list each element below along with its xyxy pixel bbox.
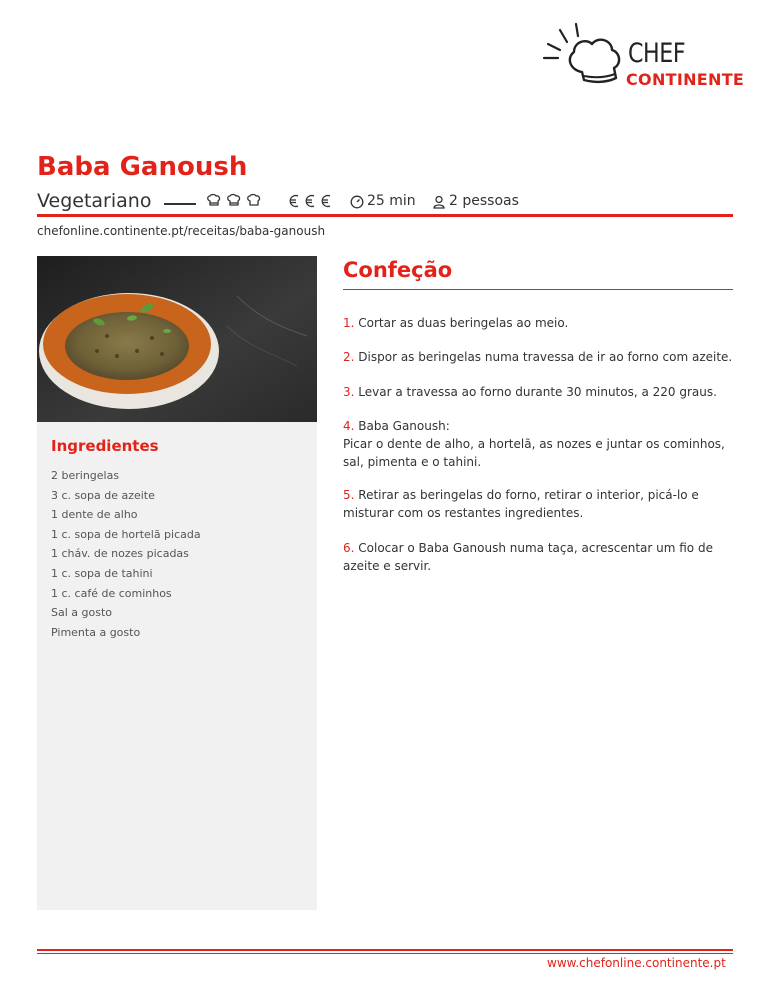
chef-hat-logo-icon [542,20,632,92]
recipe-title: Baba Ganoush [37,152,248,182]
ingredient-item: 1 c. sopa de hortelã picada [51,527,201,541]
step-number: 6. [343,541,355,555]
euro-icon [287,193,337,209]
recipe-meta [37,188,737,214]
preparation-divider [343,289,733,290]
ingredient-item: 1 cháv. de nozes picadas [51,547,189,561]
recipe-category: Vegetariano [37,190,152,212]
preparation-step [343,417,733,471]
logo-text-continente: CONTINENTE [626,70,745,89]
header-divider [37,214,733,217]
step-number: 4. [343,419,355,433]
recipe-url[interactable]: chefonline.continente.pt/receitas/baba-ganoush [37,224,326,238]
ingredient-item: Pimenta a gosto [51,625,141,639]
cost-rating [287,193,337,213]
step-text: Dispor as beringelas numa travessa de ir ao forno com azeite. [358,350,733,364]
ingredient-item: 2 beringelas [51,469,120,482]
step-text: Picar o dente de alho, a hortelã, as nozes e juntar os cominhos, sal, pimenta e o tahini. [343,437,725,469]
step-text: Retirar as beringelas do forno, retirar o interior, picá-lo e misturar com os restantes ingredientes. [343,488,699,520]
footer-url[interactable]: www.chefonline.continente.pt [547,956,726,970]
preparation-step [343,314,733,332]
difficulty-rating [207,193,269,213]
preparation-step [343,486,733,522]
step-heading: Baba Ganoush: [358,419,450,433]
step-number: 1. [343,316,355,330]
logo-text-chef: CHEF [628,38,686,69]
clock-icon [350,194,364,213]
step-text: Cortar as duas beringelas ao meio. [358,316,569,330]
preparation-step [343,348,733,366]
ingredient-item: 1 dente de alho [51,508,138,522]
recipe-photo [37,256,317,422]
footer-divider [37,949,733,951]
ingredients-title: Ingredientes [51,437,159,455]
chef-continente-logo [542,20,745,92]
ingredient-item: Sal a gosto [51,606,112,620]
preparation-title: Confeção [343,258,453,282]
ingredient-item: 1 c. sopa de tahini [51,566,153,580]
chef-hat-icon [207,193,269,209]
recipe-servings: 2 pessoas [449,193,519,209]
step-number: 5. [343,488,355,502]
footer-divider-thin [37,953,733,954]
ingredient-item: 1 c. café de cominhos [51,586,172,600]
ingredient-item: 3 c. sopa de azeite [51,488,155,502]
step-text: Colocar o Baba Ganoush numa taça, acrescentar um fio de azeite e servir. [343,541,713,573]
step-number: 2. [343,350,355,364]
preparation-step [343,383,733,401]
step-number: 3. [343,385,355,399]
preparation-step [343,539,733,575]
recipe-time: 25 min [367,193,416,209]
ingredients-list [51,468,201,644]
step-text: Levar a travessa ao forno durante 30 minutos, a 220 graus. [358,385,717,399]
ingredients-panel [37,256,317,910]
person-icon [432,194,446,213]
divider-line [164,203,196,205]
